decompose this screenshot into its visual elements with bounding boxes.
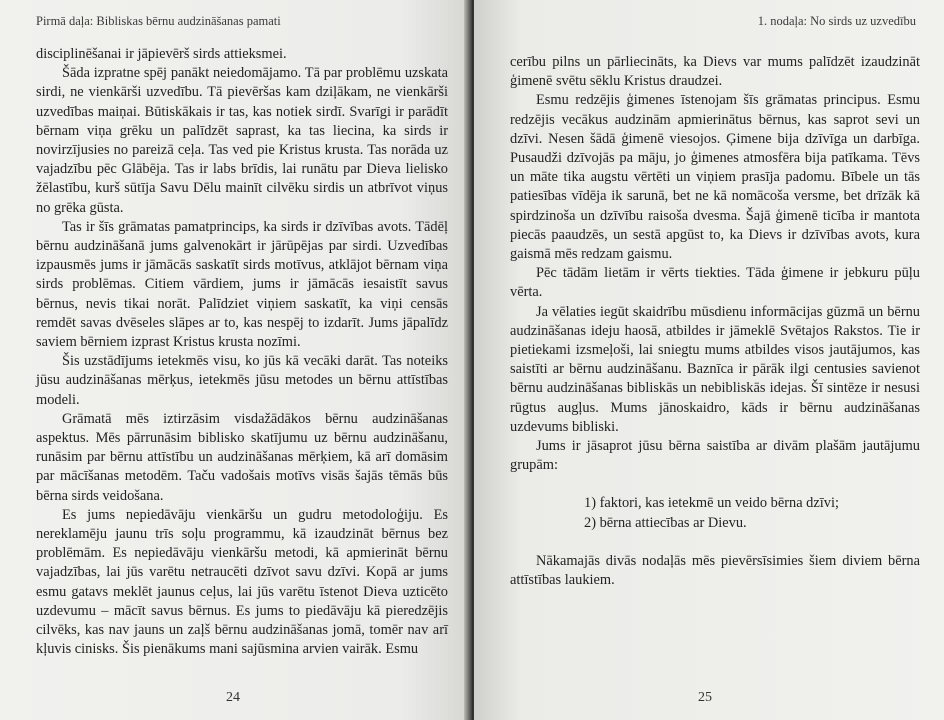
paragraph: Pēc tādām lietām ir vērts tiekties. Tāda ģimene ir jebkuru pūļu vērta. — [510, 265, 920, 301]
paragraph: Grāmatā mēs iztirzāsim visdažādākos bērnu audzināšanas aspektus. Mēs pārrunāsim biblisko skatījumu uz bērnu audzināšanu, runāsim par bērnu attīstību un audzināšanas mērķiem, kā arī domāsim par mācīšanas metodēm. Taču vadošais motīvs visās šajās tēmās būs bērna sirds veidošana. — [36, 410, 448, 504]
spacer — [510, 533, 920, 552]
paragraph: Es jums nepiedāvāju vienkāršu un gudru metodoloģiju. Es nereklamēju jaunu trīs soļu programmu, kā izaudzināt bērnus bez problēmām. Es nepiedāvāju vienkāršu metodi, kā apmierināt bērnu vajadzības, lai jūs varētu netraucēti dzīvot savu dzīvi. Kopā ar jums esmu gatavs meklēt jaunus ceļus, lai jūs varētu īstenot Dieva uzticēto uzdevumu – mācīt savus bērnus. Es jums to piedāvāju kā pieredzējis cilvēks, kas nav jauns un zaļš bērnu audzināšanas jomā, tomēr nav arī kļuvis cinisks. Šis pienākums mani sajūsmina arvien vairāk. Esmu — [36, 506, 448, 658]
right-page — [474, 0, 944, 720]
running-head-left: Pirmā daļa: Bibliskas bērnu audzināšanas pamati — [36, 14, 281, 28]
paragraph: Nākamajās divās nodaļās mēs pievērsīsimies šiem diviem bērna attīstības laukiem. — [510, 552, 920, 589]
list-item: 2) bērna attiecības ar Dievu. — [584, 514, 747, 531]
paragraph: Jums ir jāsaprot jūsu bērna saistība ar divām plašām jautājumu grupām: — [510, 438, 920, 474]
paragraph: Esmu redzējis ģimenes īstenojam šīs grāmatas principus. Esmu redzējis vecākus audzinām apmierinātus bērnus, kas saprot sevi un dzīvi. Nesen šādā ģimenē viesojos. Ģimene bija dzīvīga un darbīga. Pusaudži dzīvojās pa māju, jo ģimenes atmosfēra bija patīkama. Tēvs un māte tika augstu vērtēti un viņiem prasīja padomu. Bībele un tās patiesības vīdēja ik sarunā, bet ne kā nomācoša versme, bet drīzāk kā spirdzinoša un dzīvību raisoša dvesma. Šajā ģimenē ticība ir mantota piecās paaudzēs, un sestā apgūst to, ka Dievs ir dzīvības avots, kura gaismā mēs redzam gaismu. — [510, 92, 920, 263]
page-number-right: 25 — [698, 690, 712, 705]
page-number-left: 24 — [226, 690, 240, 705]
paragraph: Šāda izpratne spēj panākt neiedomājamo. Tā par problēmu uzskata sirdi, ne vienkārši uzvedību. Tā pievēršas kam dziļākam, ne vienkārši uzvedības maiņai. Būtiskākais ir tas, kas notiek sirdī. Svarīgi ir parādīt bērnam viņa grēku un palīdzēt saprast, ka tas liecina, ka sirds ir novirzījusies no pareizā ceļa. Tas ved pie Kristus krusta. Tas norāda uz vajadzību pēc Glābēja. Tas ir labs brīdis, lai runātu par Dieva lielisko žēlastību, kurš sūtīja Savu Dēlu mainīt cilvēku sirdis un atbrīvot viņus no grēka gūsta. — [36, 65, 448, 216]
running-head-right: 1. nodaļa: No sirds uz uzvedību — [757, 14, 916, 28]
spacer — [510, 475, 920, 494]
list-item: 1) faktori, kas ietekmē un veido bērna dzīvi; — [584, 495, 839, 512]
paragraph: Šis uzstādījums ietekmēs visu, ko jūs kā vecāki darāt. Tas noteiks jūsu audzināšanas mērķus, ietekmēs jūsu metodes un bērnu attīstības modeli. — [36, 353, 448, 408]
left-page-text — [36, 45, 448, 660]
paragraph: disciplinēšanai ir jāpievērš sirds attieksmei. — [36, 46, 287, 62]
left-page — [0, 0, 470, 720]
paragraph: Ja vēlaties iegūt skaidrību mūsdienu informācijas gūzmā un bērnu audzināšanas ideju haosā, atbildes ir jāmeklē Svētajos Rakstos. Tie ir pietiekami izsmeļoši, lai sniegtu mums atbildes visos jautājumos, kas saistīti ar bērnu audzināšanu. Baznīca ir pārāk ilgi centusies savienot bērnu audzināšanas bibliskās un nebibliskās idejas. Šī sintēze ir nesusi rūgtus augļus. Mums jānoskaidro, kāds ir bērnu audzināšanas uzdevums bibliski. — [510, 303, 920, 435]
right-page-text — [510, 53, 920, 590]
paragraph: cerību pilns un pārliecināts, ka Dievs var mums palīdzēt izaudzināt ģimenē svētu sēklu Kristus draudzei. — [510, 54, 920, 90]
paragraph: Tas ir šīs grāmatas pamatprincips, ka sirds ir dzīvības avots. Tādēļ bērnu audzināšanā jums galvenokārt ir jārūpējas par sirdi. Uzvedības izpausmēs jums ir jāmācās saskatīt sirds motīvus, atklājot bērnam viņa sirds problēmas. Citiem vārdiem, jums ir jāmācās iesaistīt savus bērnus, nevis tikai norāt. Palīdziet viņiem saskatīt, ka viņi censās remdēt savas dvēseles slāpes ar to, kas nespēj to izdarīt. Jums jāpalīdz saviem bērniem izprast Kristus krusta nozīmi. — [36, 218, 448, 351]
